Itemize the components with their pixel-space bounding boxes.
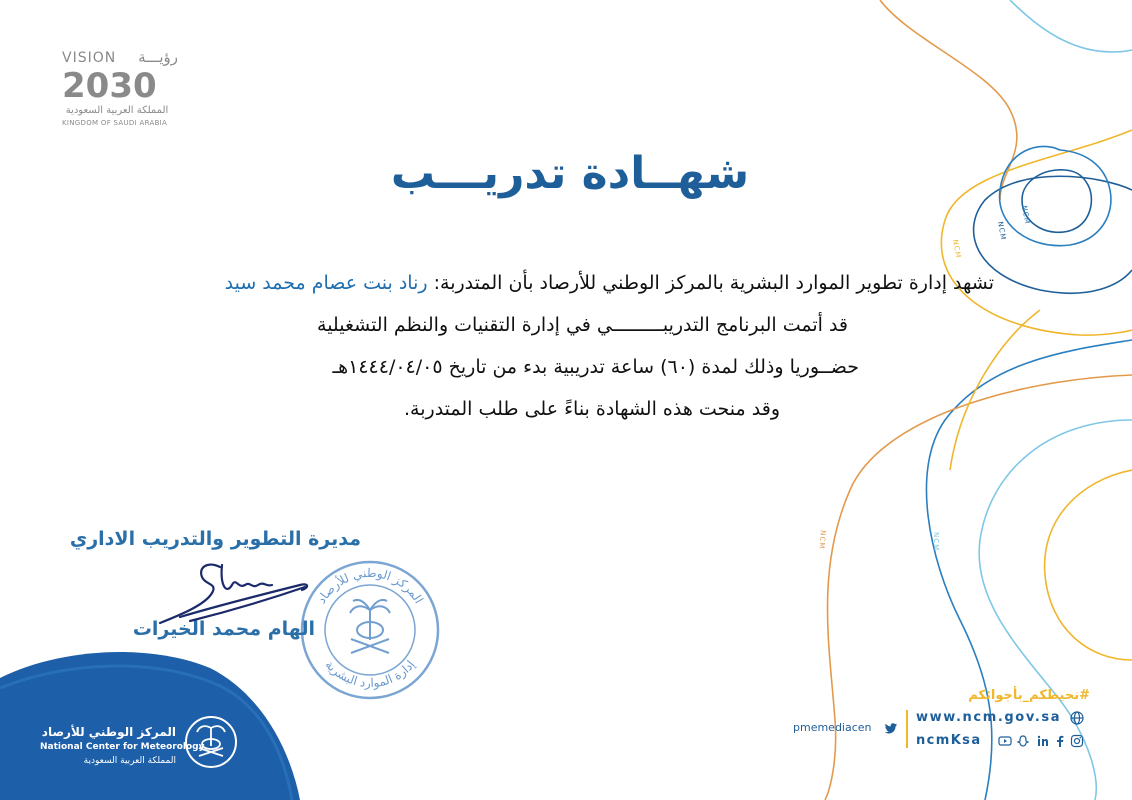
certificate-line-1 [225,272,994,294]
footer-blue-corner [0,638,320,800]
facebook-icon[interactable] [1053,734,1067,748]
vision-wordmark [62,50,182,66]
kingdom-en: KINGDOM OF SAUDI ARABIA [62,119,168,127]
certificate-line-3: حضــوريا وذلك لمدة (٦٠) ساعة تدريبية بدء من تاريخ ١٤٤٤/٠٤/٠٥هـ [332,356,859,378]
certificate-line-2: قد أتمت البرنامج التدريبـــــــــي في إدارة التقنيات والنظم التشغيلية [317,314,848,336]
trainee-name: رناد بنت عصام محمد سيد [224,272,428,294]
vision-year-text: 2030 [62,66,157,106]
signatory-title: مديرة التطوير والتدريب الاداري [69,528,361,550]
contour-label: NCM [1020,204,1032,226]
vision-2030-logo [62,50,182,130]
palm-swords-emblem [350,600,390,653]
kingdom-ar: المملكة العربية السعودية [65,105,169,116]
twitter-icon[interactable] [884,721,898,735]
twitter-handle[interactable]: pmemediacen [793,721,872,734]
linkedin-icon[interactable] [1036,734,1050,748]
signatory-name: الهام محمد الخيرات [132,618,315,640]
snapchat-icon[interactable] [1016,734,1030,748]
contact-divider [906,710,908,748]
certificate-line-4: وقد منحت هذه الشهادة بناءً على طلب المتدربة. [404,398,780,420]
contour-label: NCM [996,220,1008,242]
handwritten-signature [150,555,320,635]
youtube-icon[interactable] [998,734,1012,748]
vision-ar: رؤيـــة [138,48,178,66]
contour-label: NCM [932,532,940,552]
country-name-ar: المملكة العربية السعودية [83,756,176,766]
website-link[interactable]: www.ncm.gov.sa [916,710,1062,725]
vision-en: VISION [62,50,117,66]
social-handle[interactable]: ncmKsa [916,733,982,748]
contour-label: NCM [951,238,963,260]
stamp-top-text: المركز الوطني للأرصاد [314,565,426,606]
certificate-title: شهــادة تدريـــب [390,148,750,199]
line-1-prefix: تشهد إدارة تطوير الموارد البشرية بالمركز الوطني للأرصاد بأن المتدربة: [433,272,994,294]
svg-text:المركز الوطني للأرصاد [314,566,426,606]
org-name-en: National Center for Meteorology [40,742,205,752]
globe-icon[interactable] [1070,711,1084,725]
stamp-bottom-text: إدارة الموارد البشرية [322,657,418,691]
hashtag-text: #نحيطكم_بأجوائكم [968,688,1090,703]
instagram-icon[interactable] [1070,734,1084,748]
contour-label: NCM [817,529,827,550]
org-name-ar: المركز الوطني للأرصاد [41,725,176,739]
vision-year [62,66,157,106]
